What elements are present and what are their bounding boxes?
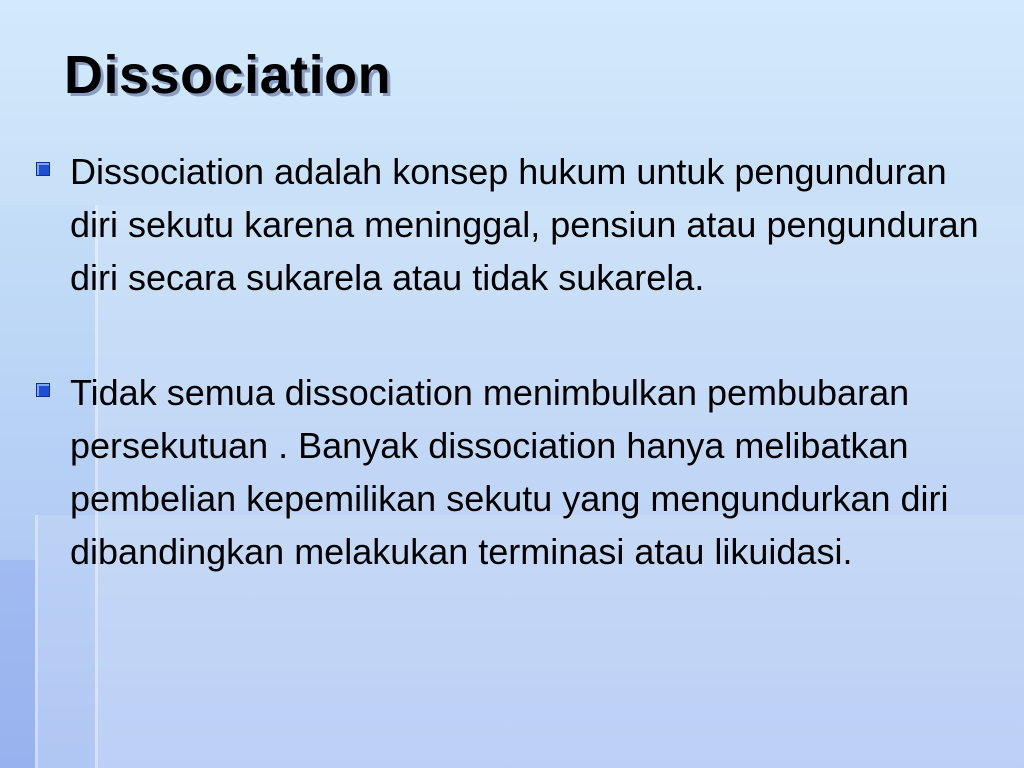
square-bullet-icon — [36, 383, 50, 397]
bullet-item — [30, 145, 1000, 304]
bullet-text: Tidak semua dissociation menimbulkan pembubaran persekutuan . Banyak dissociation hanya melibatkan pembelian kepemilikan sekutu yang mengundurkan diri dibandingkan melakukan terminasi atau likuidasi. — [70, 372, 949, 572]
bullet-item — [30, 366, 1000, 578]
bullet-list — [30, 145, 1000, 578]
square-bullet-icon — [36, 162, 50, 176]
bullet-text: Dissociation adalah konsep hukum untuk pengunduran diri sekutu karena meninggal, pensiun atau pengunduran diri secara sukarela atau tidak sukarela. — [70, 151, 979, 298]
background-panel-left-strip — [0, 560, 35, 768]
slide-title: Dissociation — [64, 45, 392, 105]
